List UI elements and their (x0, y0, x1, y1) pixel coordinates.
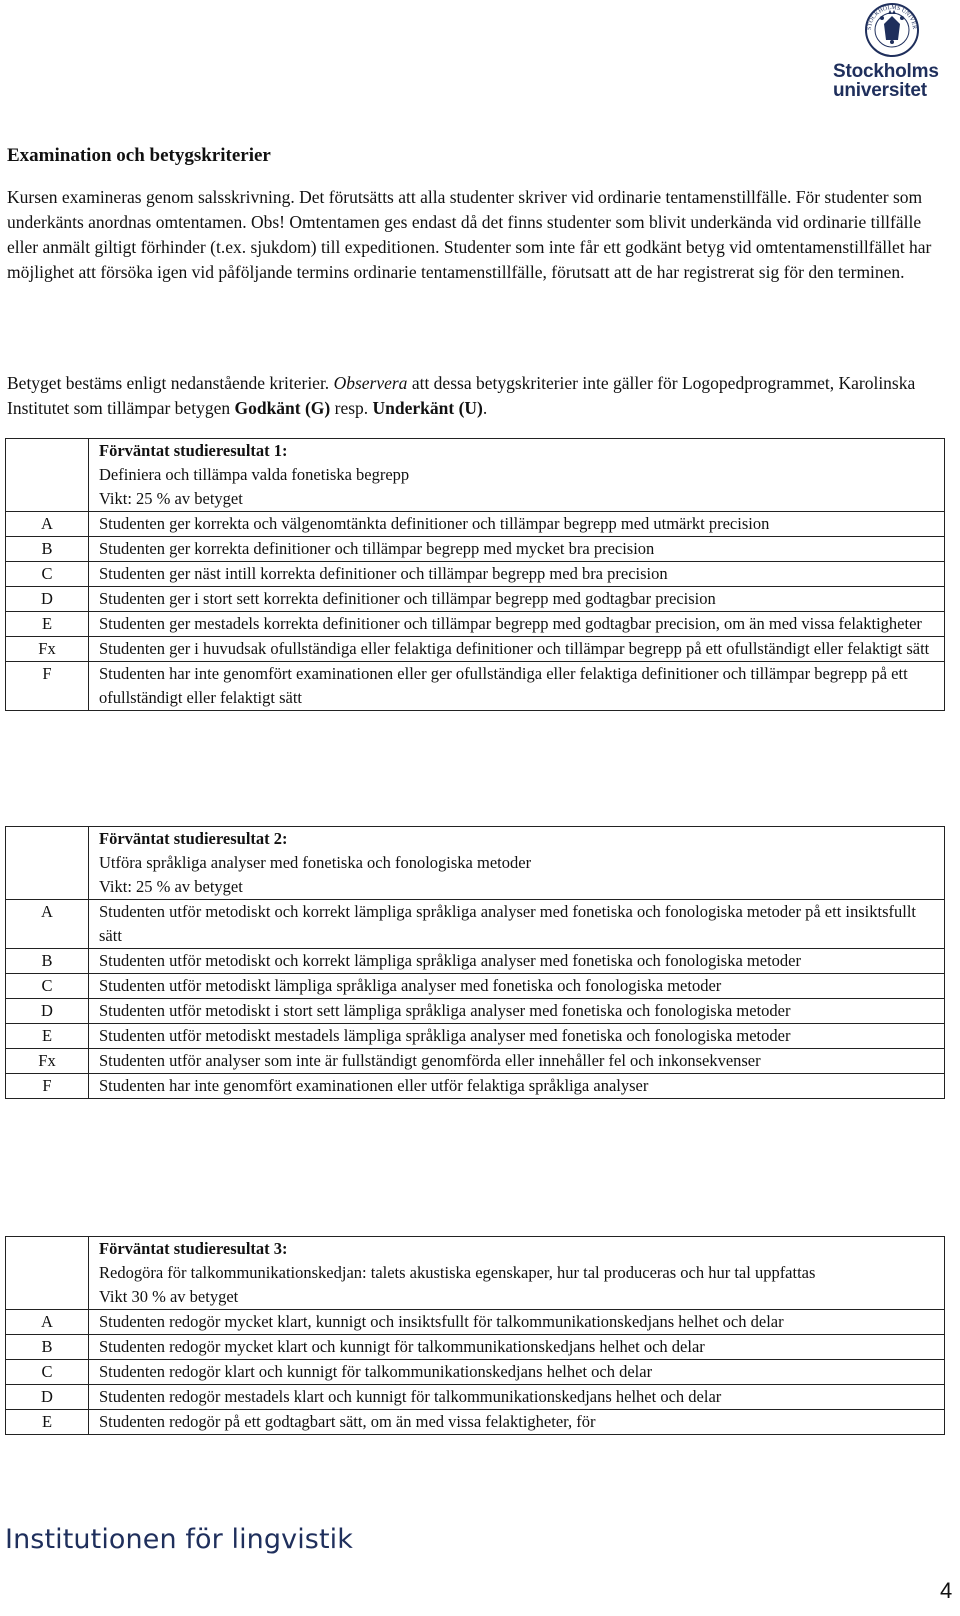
grade-cell: A (6, 900, 89, 949)
criteria-paragraph (7, 371, 952, 421)
grade-cell-empty (6, 827, 89, 900)
grade-cell: D (6, 587, 89, 612)
grade-cell: Fx (6, 1049, 89, 1074)
table-row (6, 974, 945, 999)
table-row (6, 1049, 945, 1074)
outcome-header-cell (89, 439, 945, 512)
grade-cell: F (6, 662, 89, 711)
table-row (6, 1024, 945, 1049)
criterion-cell: Studenten utför metodiskt och korrekt lämpliga språkliga analyser med fonetiska och fonologiska metoder (89, 949, 945, 974)
outcome-weight: Vikt: 25 % av betyget (99, 877, 243, 896)
table-row (6, 999, 945, 1024)
grade-cell: C (6, 562, 89, 587)
table-row (6, 537, 945, 562)
logo-wordmark (833, 62, 955, 100)
grade-cell-empty (6, 1237, 89, 1310)
grade-cell: B (6, 1335, 89, 1360)
table-row (6, 662, 945, 711)
criteria-text-d: . (482, 398, 488, 418)
criteria-table-2 (5, 826, 945, 1099)
grade-cell: A (6, 1310, 89, 1335)
criterion-cell: Studenten utför metodiskt i stort sett lämpliga språkliga analyser med fonetiska och fonologiska metoder (89, 999, 945, 1024)
criteria-table-3 (5, 1236, 945, 1435)
outcome-header-cell (89, 1237, 945, 1310)
table-row (6, 1335, 945, 1360)
criterion-cell: Studenten ger i stort sett korrekta definitioner och tillämpar begrepp med godtagbar precision (89, 587, 945, 612)
grade-cell: Fx (6, 637, 89, 662)
exam-paragraph: Kursen examineras genom salsskrivning. Det förutsätts att alla studenter skriver vid ordinarie tentamenstillfälle. För studenter som underkänts anordnas omtentamen. Obs! Omtentamen ges endast då det finns studenter som blivit underkända vid ordinarie tillfälle eller anmält giltigt förhinder (t.ex. sjukdom) till expeditionen. Studenter som inte får ett godkänt betyg vid omtentamenstillfället har möjlighet att försöka igen vid påföljande termins ordinarie tentamenstillfälle, förutsatt att de har registrerat sig för den terminen. (7, 187, 932, 282)
svg-text:STOCKHOLMS UNIVERSITET (833, 0, 917, 30)
table-row (6, 512, 945, 537)
outcome-title: Förväntat studieresultat 1: (99, 441, 288, 460)
outcome-weight: Vikt 30 % av betyget (99, 1287, 239, 1306)
table-row (6, 949, 945, 974)
criteria-text-a: Betyget bestäms enligt nedanstående kriterier. (7, 373, 334, 393)
criterion-cell: Studenten utför metodiskt och korrekt lämpliga språkliga analyser med fonetiska och fonologiska metoder på ett insiktsfullt sätt (89, 900, 945, 949)
criterion-cell: Studenten utför metodiskt lämpliga språkliga analyser med fonetiska och fonologiska metoder (89, 974, 945, 999)
table-row (6, 637, 945, 662)
table-row (6, 1310, 945, 1335)
observera-italic: Observera (333, 373, 408, 393)
criterion-cell: Studenten ger korrekta definitioner och tillämpar begrepp med mycket bra precision (89, 537, 945, 562)
table-header-row (6, 1237, 945, 1310)
table-row (6, 1074, 945, 1099)
criteria-text-c: resp. (330, 398, 373, 418)
criterion-cell: Studenten utför analyser som inte är fullständigt genomförda eller innehåller fel och inkonsekvenser (89, 1049, 945, 1074)
table-row (6, 900, 945, 949)
grade-godkant: Godkänt (G) (234, 398, 331, 418)
criterion-cell: Studenten har inte genomfört examinationen eller utför felaktiga språkliga analyser (89, 1074, 945, 1099)
criterion-cell: Studenten har inte genomfört examinationen eller ger ofullständiga eller felaktiga definitioner och tillämpar begrepp på ett ofullständigt eller felaktigt sätt (89, 662, 945, 711)
criterion-cell: Studenten utför metodiskt mestadels lämpliga språkliga analyser med fonetiska och fonologiska metoder (89, 1024, 945, 1049)
criteria-table-1 (5, 438, 945, 711)
table-header-row (6, 827, 945, 900)
logo-line-1: Stockholms (833, 61, 939, 82)
table-row (6, 562, 945, 587)
outcome-subtitle: Redogöra för talkommunikationskedjan: talets akustiska egenskaper, hur tal produceras och hur tal uppfattas (99, 1263, 816, 1282)
grade-cell: E (6, 1024, 89, 1049)
grade-cell: E (6, 1410, 89, 1435)
grade-cell: B (6, 537, 89, 562)
grade-cell: F (6, 1074, 89, 1099)
outcome-subtitle: Utföra språkliga analyser med fonetiska och fonologiska metoder (99, 853, 532, 872)
outcome-subtitle: Definiera och tillämpa valda fonetiska begrepp (99, 465, 410, 484)
outcome-title: Förväntat studieresultat 3: (99, 1239, 288, 1258)
table-row (6, 587, 945, 612)
outcome-title: Förväntat studieresultat 2: (99, 829, 288, 848)
seal-text: STOCKHOLMS UNIVER (866, 4, 918, 31)
page-number: 4 (940, 1578, 953, 1603)
grade-underkant: Underkänt (U) (372, 398, 483, 418)
footer-institution: Institutionen för lingvistik (5, 1524, 353, 1555)
grade-cell: B (6, 949, 89, 974)
outcome-header-cell (89, 827, 945, 900)
outcome-weight: Vikt: 25 % av betyget (99, 489, 243, 508)
table-row (6, 612, 945, 637)
criterion-cell: Studenten redogör mycket klart, kunnigt och insiktsfullt för talkommunikationskedjans helhet och delar (89, 1310, 945, 1335)
logo-line-2: universitet (833, 80, 927, 101)
criterion-cell: Studenten redogör klart och kunnigt för talkommunikationskedjans helhet och delar (89, 1360, 945, 1385)
table-row (6, 1410, 945, 1435)
grade-cell: D (6, 999, 89, 1024)
criteria-text-b: att dessa betygskriterier inte gäller för Logopedprogrammet, Karolinska Institutet som tillämpar betygen (7, 373, 916, 418)
table-row (6, 1360, 945, 1385)
section-title: Examination och betygskriterier (7, 145, 271, 166)
criterion-cell: Studenten redogör på ett godtagbart sätt, om än med vissa felaktigheter, för (89, 1410, 945, 1435)
grade-cell: C (6, 1360, 89, 1385)
table-row (6, 1385, 945, 1410)
grade-cell-empty (6, 439, 89, 512)
criterion-cell: Studenten ger i huvudsak ofullständiga eller felaktiga definitioner och tillämpar begrepp på ett ofullständigt eller felaktigt sätt (89, 637, 945, 662)
criterion-cell: Studenten ger näst intill korrekta definitioner och tillämpar begrepp med bra precision (89, 562, 945, 587)
grade-cell: D (6, 1385, 89, 1410)
criterion-cell: Studenten redogör mestadels klart och kunnigt för talkommunikationskedjans helhet och delar (89, 1385, 945, 1410)
criterion-cell: Studenten ger mestadels korrekta definitioner och tillämpar begrepp med godtagbar precision, om än med vissa felaktigheter (89, 612, 945, 637)
grade-cell: C (6, 974, 89, 999)
grade-cell: A (6, 512, 89, 537)
grade-cell: E (6, 612, 89, 637)
table-header-row (6, 439, 945, 512)
criterion-cell: Studenten redogör mycket klart och kunnigt för talkommunikationskedjans helhet och delar (89, 1335, 945, 1360)
criterion-cell: Studenten ger korrekta och välgenomtänkta definitioner och tillämpar begrepp med utmärkt precision (89, 512, 945, 537)
